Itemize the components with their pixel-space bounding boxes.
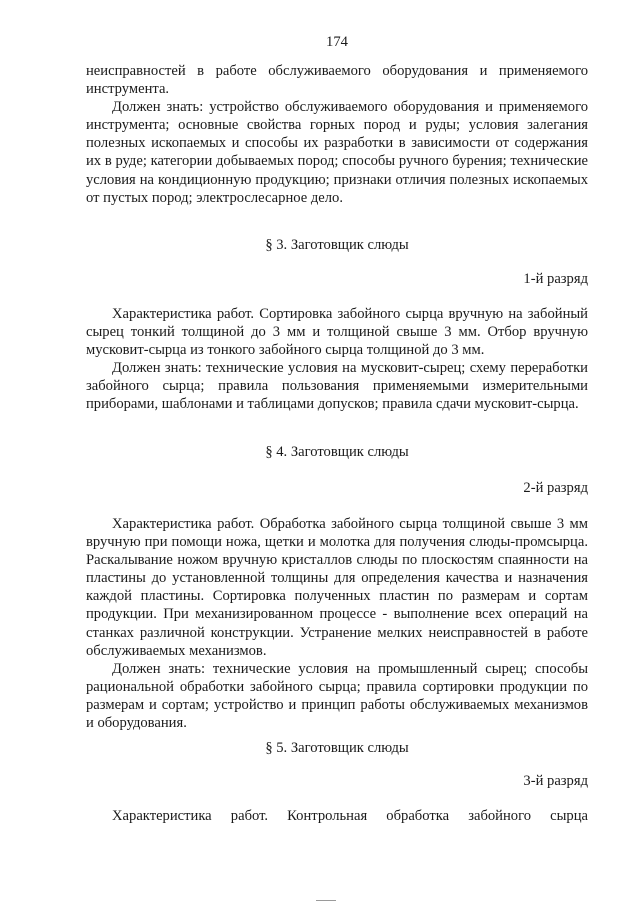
- section-5-paragraph-1: Характеристика работ. Контрольная обработка забойного сырца: [112, 808, 588, 824]
- section-5-grade: 3-й разряд: [523, 773, 588, 789]
- intro-paragraph-2: Должен знать: устройство обслуживаемого оборудования и применяемого инструмента; основные свойства горных пород и руды; условия залегания полезных ископаемых и способы их разработки в зависимости от содержания их в руде; категории добываемых пород; способы ручного бурения; технические условия на кондиционную продукцию; признаки отличия полезных ископаемых от пустых пород; электрослесарное дело.: [86, 99, 588, 206]
- intro-paragraph-1: неисправностей в работе обслуживаемого оборудования и применяемого инструмента.: [86, 63, 588, 98]
- section-5-heading: § 5. Заготовщик слюды: [265, 740, 409, 756]
- section-3-grade: 1-й разряд: [523, 271, 588, 287]
- section-3-paragraph-2: Должен знать: технические условия на мусковит-сырец; схему переработки забойного сырца; правила пользования применяемыми измерительными приборами, шаблонами и таблицами допусков; правила сдачи мусковит-сырца.: [86, 360, 588, 413]
- section-3-paragraph-1: Характеристика работ. Сортировка забойного сырца вручную на забойный сырец тонкий толщиной до 3 мм и толщиной свыше 3 мм. Отбор вручную мусковит-сырца из тонкого забойного сырца толщиной до 3 мм.: [86, 306, 588, 359]
- scan-artifact-line: [316, 900, 336, 901]
- section-4-paragraph-2: Должен знать: технические условия на промышленный сырец; способы рациональной обработки забойного сырца; правила сортировки продукции по размерам и сортам; устройство и принцип работы обслуживаемых механизмов и оборудования.: [86, 660, 588, 732]
- section-4-paragraph-1: Характеристика работ. Обработка забойного сырца толщиной свыше 3 мм вручную при помощи ножа, щетки и молотка для получения слюды-промсырца. Раскалывание ножом вручную кристаллов слюды по плоскостям спаянности на пластины до установленной толщины для определения качества и назначения каждой пластины. Сортировка полученных пластин по размерам и сортам продукции. При механизированном процессе - выполнение всех операций на станках различной конструкции. Устранение мелких неисправностей в работе обслуживаемых механизмов.: [86, 516, 588, 659]
- section-4-body: [86, 515, 588, 732]
- section-5-body: [86, 807, 588, 825]
- section-3-heading: § 3. Заготовщик слюды: [265, 237, 409, 253]
- section-4-grade: 2-й разряд: [523, 480, 588, 496]
- page-number: 174: [326, 34, 348, 50]
- section-4-heading: § 4. Заготовщик слюды: [265, 444, 409, 460]
- section-3-body: [86, 305, 588, 414]
- intro-block: [86, 62, 588, 207]
